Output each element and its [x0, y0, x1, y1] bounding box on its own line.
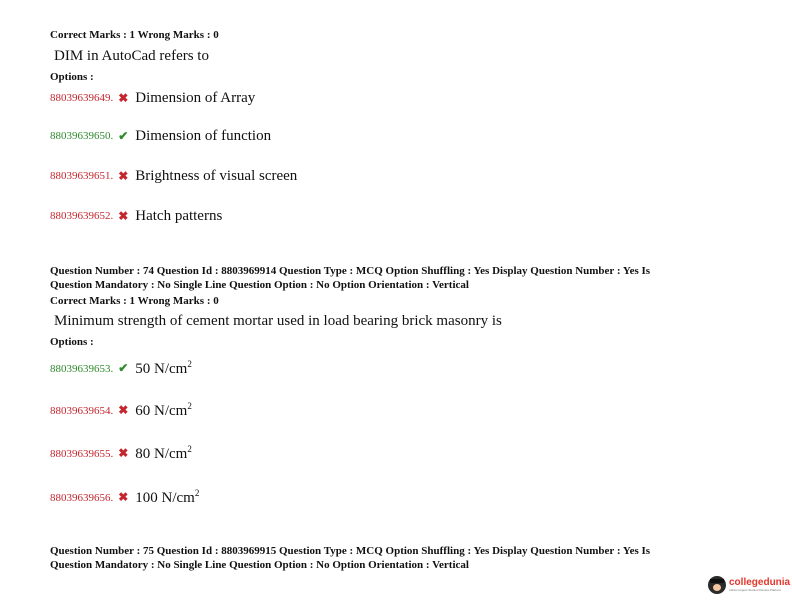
check-icon: ✔ — [118, 361, 129, 375]
option-id: 88039639652. — [50, 210, 114, 223]
q75-header-line1: Question Number : 75 Question Id : 8803969915 Question Type : MCQ Option Shuffling : Yes Display Question Number : Yes Is — [50, 545, 651, 557]
q73-option-3 — [50, 167, 297, 185]
option-id: 88039639656. — [50, 491, 114, 504]
q74-header-line1: Question Number : 74 Question Id : 8803969914 Question Type : MCQ Option Shuffling : Yes Display Question Number : Yes Is — [50, 265, 651, 277]
cross-icon: ✖ — [118, 90, 129, 105]
option-id: 88039639655. — [50, 447, 114, 460]
cross-icon: ✖ — [118, 446, 129, 460]
option-id: 88039639650. — [50, 130, 114, 143]
q73-marks: Correct Marks : 1 Wrong Marks : 0 — [50, 29, 219, 41]
q73-question-text: DIM in AutoCad refers to — [54, 48, 209, 64]
option-text: 80 $N/cm^2$ — [135, 444, 192, 462]
option-text: Dimension of Array — [135, 89, 256, 106]
q73-option-1 — [50, 89, 255, 107]
q74-option-3 — [50, 444, 192, 463]
collegedunia-logo — [708, 576, 790, 594]
logo-mascot-icon — [708, 576, 726, 594]
check-icon: ✔ — [118, 128, 129, 143]
logo-tagline: India's largest Student Review Platform — [729, 588, 782, 592]
option-text: 50 $N/cm^2$ — [135, 359, 192, 377]
option-id: 88039639651. — [50, 170, 114, 183]
option-text: Brightness of visual screen — [135, 167, 298, 184]
q73-option-4 — [50, 207, 222, 225]
cross-icon: ✖ — [118, 490, 129, 504]
q74-question-text: Minimum strength of cement mortar used in load bearing brick masonry is — [54, 313, 502, 329]
q74-option-1 — [50, 359, 192, 378]
option-text: Hatch patterns — [135, 207, 223, 224]
cross-icon: ✖ — [118, 403, 129, 417]
cross-icon: ✖ — [118, 168, 129, 183]
option-id: 88039639654. — [50, 404, 114, 417]
option-text: 60 $N/cm^2$ — [135, 401, 192, 419]
cross-icon: ✖ — [118, 208, 129, 223]
q74-option-4 — [50, 488, 199, 507]
option-text: Dimension of function — [135, 127, 272, 144]
option-text: 100 $N/cm^2$ — [135, 488, 200, 506]
q73-option-2 — [50, 127, 271, 145]
option-id: 88039639653. — [50, 362, 114, 375]
q74-option-2 — [50, 401, 192, 420]
q74-marks: Correct Marks : 1 Wrong Marks : 0 — [50, 295, 219, 307]
logo-name: collegedunia — [729, 577, 791, 588]
q73-options-label: Options : — [50, 71, 94, 83]
option-id: 88039639649. — [50, 92, 114, 105]
q74-header-line2: Question Mandatory : No Single Line Question Option : No Option Orientation : Vertical — [50, 279, 469, 291]
q74-options-label: Options : — [50, 336, 94, 348]
q75-header-line2: Question Mandatory : No Single Line Question Option : No Option Orientation : Vertical — [50, 559, 469, 571]
